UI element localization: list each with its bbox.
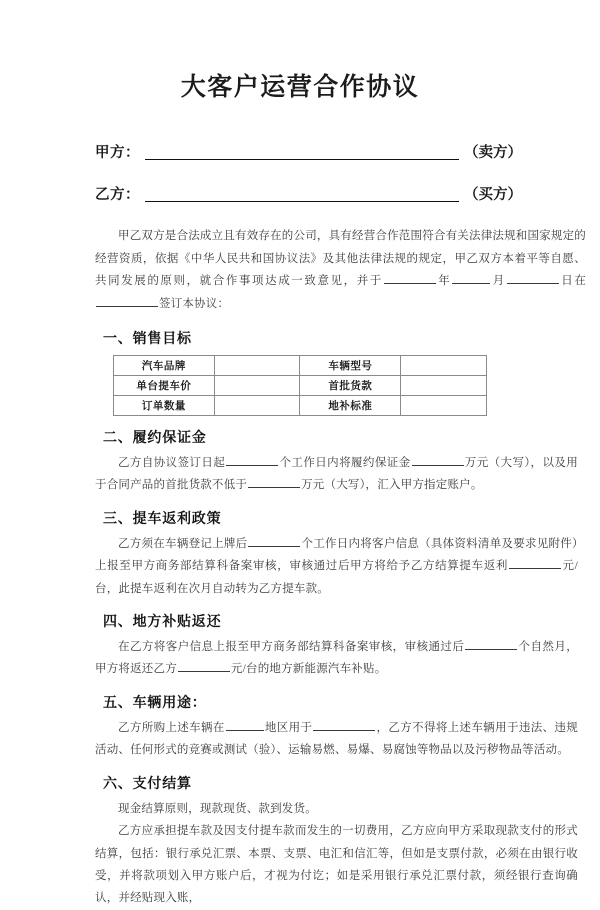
cell-value-first-payment[interactable] [401,375,487,395]
table-row [114,395,487,415]
sales-target-table [113,355,487,416]
preamble-text: 甲乙双方是合法成立且有效存在的公司，具有经营合作范围符合有关法律法规和国家规定的经营资质，依据《中华人民共和国协议法》及其他法律法规的规定，甲乙双方本着平等自愿、共同发展的原则，就合作事项达成一致意见，并于 [95,230,586,288]
s5-purpose-blank[interactable] [313,719,375,731]
preamble-day-blank[interactable] [507,272,559,284]
sales-target-table-wrap [0,355,600,416]
s2-text-b: 个工作日内将履约保证金 [279,456,411,469]
cell-value-order-qty[interactable] [214,395,300,415]
s5-text-c: ，乙方不得将上述车辆用于违法、违规活动、任何形式的竞赛或测试（验）、运输易燃、易爆、易腐蚀等物品以及污秽物品等活动。 [95,721,578,757]
s3-text-c: 元/台，此提车返利在次月自动转为乙方提车款。 [95,560,578,595]
s2-first-payment-blank[interactable] [248,476,300,488]
table-row [114,375,487,395]
preamble-tail: 签订本协议： [159,297,230,310]
cell-label-model: 车辆型号 [300,355,401,375]
cell-label-unit-price: 单台提车价 [114,375,215,395]
section-2-paragraph [0,452,600,497]
s4-text-b: 个自然月，甲方将返还乙方 [95,641,579,676]
s2-text-a: 乙方自协议签订日起 [118,456,226,469]
s3-text-a: 乙方须在车辆登记上牌后 [118,537,248,550]
party-row-seller [95,141,522,162]
s3-text-b: 个工作日内将客户信息（具体资料清单及要求见附件）上报至甲方商务部结算科备案审核，审核通过后甲方将给予乙方结算提车返利 [95,537,578,573]
preamble-paragraph [0,225,600,315]
party-label-buyer: 乙方： [95,187,140,204]
page-title: 大客户运营合作协议 [180,74,420,101]
section-4-paragraph [0,636,600,681]
section-heading-sales-target: 一、销售目标 [103,331,192,347]
cell-value-brand[interactable] [214,355,300,375]
section-heading-pickup-rebate: 三、提车返利政策 [103,511,222,527]
cell-value-unit-price[interactable] [214,375,300,395]
s4-months-blank[interactable] [465,638,517,650]
cell-value-model[interactable] [401,355,487,375]
parties-block [0,141,600,204]
section-heading-payment-settlement: 六、支付结算 [103,776,192,792]
s2-bond-amount-blank[interactable] [412,454,464,466]
section-3-paragraph [0,533,600,600]
s3-workdays-blank[interactable] [248,535,300,547]
cell-label-brand: 汽车品牌 [114,355,215,375]
s2-workdays-blank[interactable] [226,454,278,466]
section-heading-vehicle-usage: 五、车辆用途： [103,695,207,711]
party-suffix-seller: （卖方） [464,145,522,162]
section-heading-performance-bond: 二、履约保证金 [103,430,207,446]
s4-text-c: 元/台的地方新能源汽车补贴。 [230,663,387,676]
s2-text-c: 万元（大写），以及用于合同产品的首批货款不低于 [95,456,578,492]
party-row-buyer [95,183,522,204]
party-suffix-buyer: （买方） [464,187,522,204]
cell-value-subsidy-standard[interactable] [401,395,487,415]
cell-label-order-qty: 订单数量 [114,395,215,415]
party-input-seller[interactable] [145,145,459,160]
party-input-buyer[interactable] [145,187,459,202]
party-label-seller: 甲方： [95,145,140,162]
section-6-paragraph-1: 现金结算原则，现款现货、款到发货。 [118,802,317,815]
s2-text-d: 万元（大写），汇入甲方指定账户。 [301,479,483,492]
s3-rebate-amount-blank[interactable] [509,557,561,569]
s4-subsidy-amount-blank[interactable] [178,661,230,673]
preamble-day-label: 日在 [559,275,587,288]
s4-text-a: 在乙方将客户信息上报至甲方商务部结算科备案审核，审核通过后 [118,641,465,654]
preamble-place-blank[interactable] [96,295,158,307]
s5-text-b: 地区用于 [264,721,313,734]
section-heading-local-subsidy: 四、地方补贴返还 [103,615,222,631]
section-5-paragraph [0,717,600,762]
cell-label-first-payment: 首批货款 [300,375,401,395]
s5-text-a: 乙方所购上述车辆在 [118,721,225,734]
cell-label-subsidy-standard: 地补标准 [300,395,401,415]
section-6-paragraph-2: 乙方应承担提车款及因支付提车款而发生的一切费用，乙方应向甲方采取现款支付的形式结算，包括：银行承兑汇票、本票、支票、电汇和信汇等，但如是支票付款，必须在由银行收受，并将款项划入甲方账户后，才视为付讫；如是采用银行承兑汇票付款，须经银行查询确认，并经贴现入账， [95,825,578,905]
table-row [114,355,487,375]
preamble-month-blank[interactable] [452,272,490,284]
preamble-year-blank[interactable] [384,272,436,284]
s5-region-blank[interactable] [226,719,264,731]
preamble-year-label: 年 [436,275,452,288]
preamble-month-label: 月 [491,275,506,288]
